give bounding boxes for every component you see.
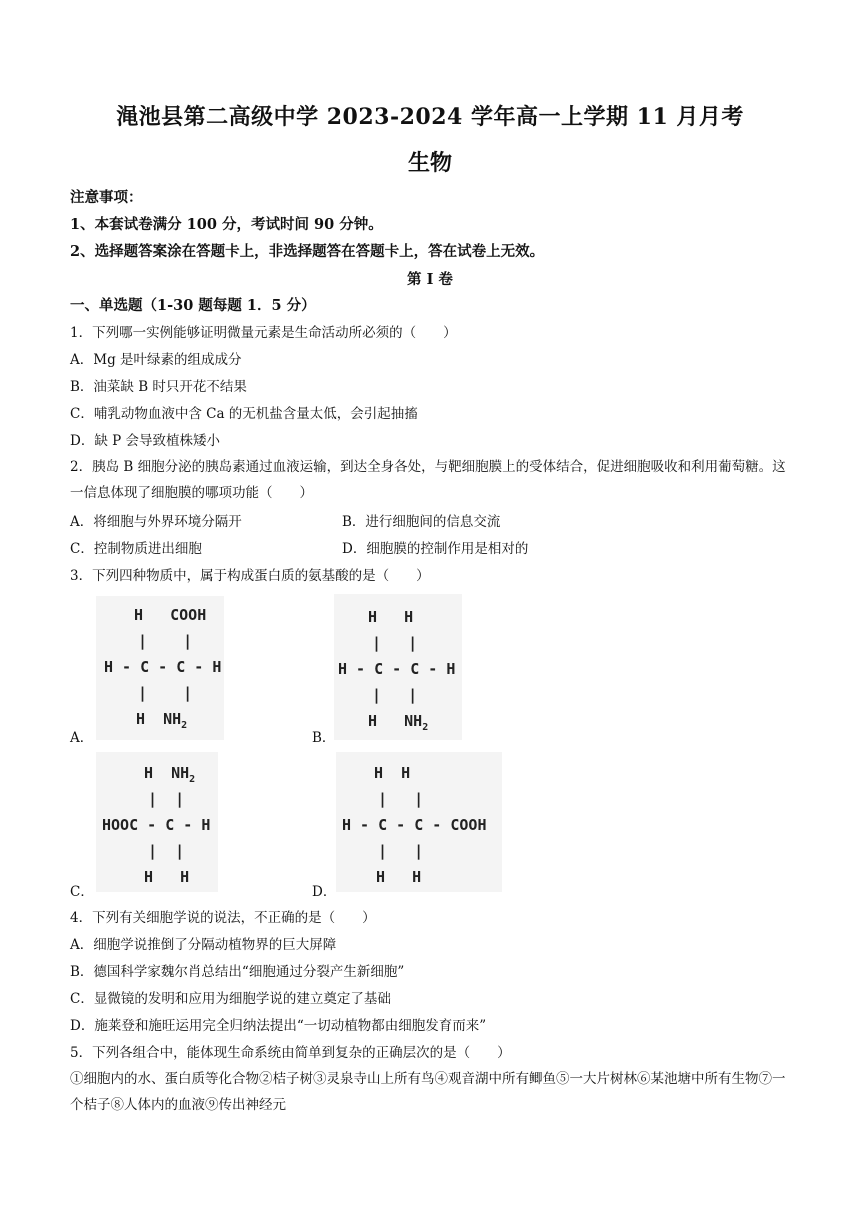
structure-b-chain: H - C - C - H (338, 660, 456, 678)
question-1-option-b: B．油菜缺 B 时只开花不结果 (70, 379, 247, 395)
structure-a-top: H COOH (134, 606, 207, 624)
question-2-option-a: A．将细胞与外界环境分隔开 (70, 514, 242, 530)
question-4-option-d: D．施莱登和施旺运用完全归纳法提出“一切动植物都由细胞发育而来” (70, 1018, 487, 1034)
structure-a-lower-bonds: | | (138, 684, 193, 702)
question-2-option-d: D．细胞膜的控制作用是相对的 (342, 541, 529, 557)
structure-d-top: H H (374, 764, 411, 782)
note-item: 1、本套试卷满分 100 分，考试时间 90 分钟。 (70, 216, 383, 233)
structure-b-figure (334, 594, 462, 740)
exam-title: 渑池县第二高级中学 2023-2024 学年高一上学期 11 月月考 (116, 104, 744, 130)
structure-c-upper-bonds: | | (148, 790, 185, 808)
question-1-option-d: D．缺 P 会导致植株矮小 (70, 433, 220, 449)
structure-b-lower-bonds: | | (372, 686, 418, 704)
question-2-stem: 2．胰岛 B 细胞分泌的胰岛素通过血液运输，到达全身各处，与靶细胞膜上的受体结合，促进细胞吸收和利用葡萄糖。这一信息体现了细胞膜的哪项功能（ ） (70, 459, 786, 501)
question-3-option-d-label: D． (312, 884, 337, 900)
question-2-option-c: C．控制物质进出细胞 (70, 541, 202, 557)
structure-d-lower-bonds: | | (378, 842, 424, 860)
structure-b-top: H H (368, 608, 414, 626)
question-1-stem: 1．下列哪一实例能够证明微量元素是生命活动所必须的（ ） (70, 325, 457, 341)
question-3-option-c-label: C． (70, 884, 94, 900)
question-1-option-a: A．Mg 是叶绿素的组成成分 (70, 352, 242, 368)
structure-c-figure (96, 752, 218, 892)
structure-a-figure (96, 596, 224, 740)
note-item: 2、选择题答案涂在答题卡上，非选择题答在答题卡上，答在试卷上无效。 (70, 243, 545, 260)
structure-b-bottom: H NH (368, 712, 423, 730)
structure-c-subscript: 2 (189, 774, 196, 785)
structure-a-chain: H - C - C - H (104, 658, 222, 676)
question-5-list: ①细胞内的水、蛋白质等化合物②桔子树③灵泉寺山上所有鸟④观音湖中所有鲫鱼⑤一大片树林⑥某池塘中所有生物⑦一个桔子⑧人体内的血液⑨传出神经元 (70, 1071, 786, 1113)
exam-subject: 生物 (407, 150, 452, 176)
question-5-stem: 5．下列各组合中，能体现生命系统由简单到复杂的正确层次的是（ ） (70, 1045, 511, 1061)
structure-d-figure (336, 752, 502, 892)
question-1-option-c: C．哺乳动物血液中含 Ca 的无机盐含量太低，会引起抽搐 (70, 406, 418, 422)
section-heading: 一、单选题（1-30 题每题 1．5 分） (70, 297, 316, 314)
structure-c-top: H NH (144, 764, 190, 782)
question-4-stem: 4．下列有关细胞学说的说法，不正确的是（ ） (70, 910, 376, 926)
question-4-option-a: A．细胞学说推倒了分隔动植物界的巨大屏障 (70, 937, 337, 953)
structure-a-bottom: H NH (136, 710, 182, 728)
structure-c-bottom: H H (144, 868, 190, 886)
structure-d-upper-bonds: | | (378, 790, 424, 808)
structure-a-subscript: 2 (181, 720, 188, 731)
question-3-stem: 3．下列四种物质中，属于构成蛋白质的氨基酸的是（ ） (70, 568, 430, 584)
structure-b-upper-bonds: | | (372, 634, 418, 652)
structure-b-subscript: 2 (422, 722, 429, 733)
structure-d-bottom: H H (376, 868, 422, 886)
notes-heading: 注意事项： (70, 189, 143, 206)
structure-a-upper-bonds: | | (138, 632, 193, 650)
structure-c-lower-bonds: | | (148, 842, 185, 860)
question-3-option-b-label: B． (312, 730, 336, 746)
question-4-option-c: C．显微镜的发明和应用为细胞学说的建立奠定了基础 (70, 991, 391, 1007)
question-4-option-b: B．德国科学家魏尔肖总结出“细胞通过分裂产生新细胞” (70, 964, 405, 980)
structure-c-chain: HOOC - C - H (102, 816, 211, 834)
question-3-option-a-label: A． (70, 730, 94, 746)
volume-heading: 第 I 卷 (407, 271, 453, 288)
question-2-option-b: B．进行细胞间的信息交流 (342, 514, 501, 530)
structure-d-chain: H - C - C - COOH (342, 816, 487, 834)
